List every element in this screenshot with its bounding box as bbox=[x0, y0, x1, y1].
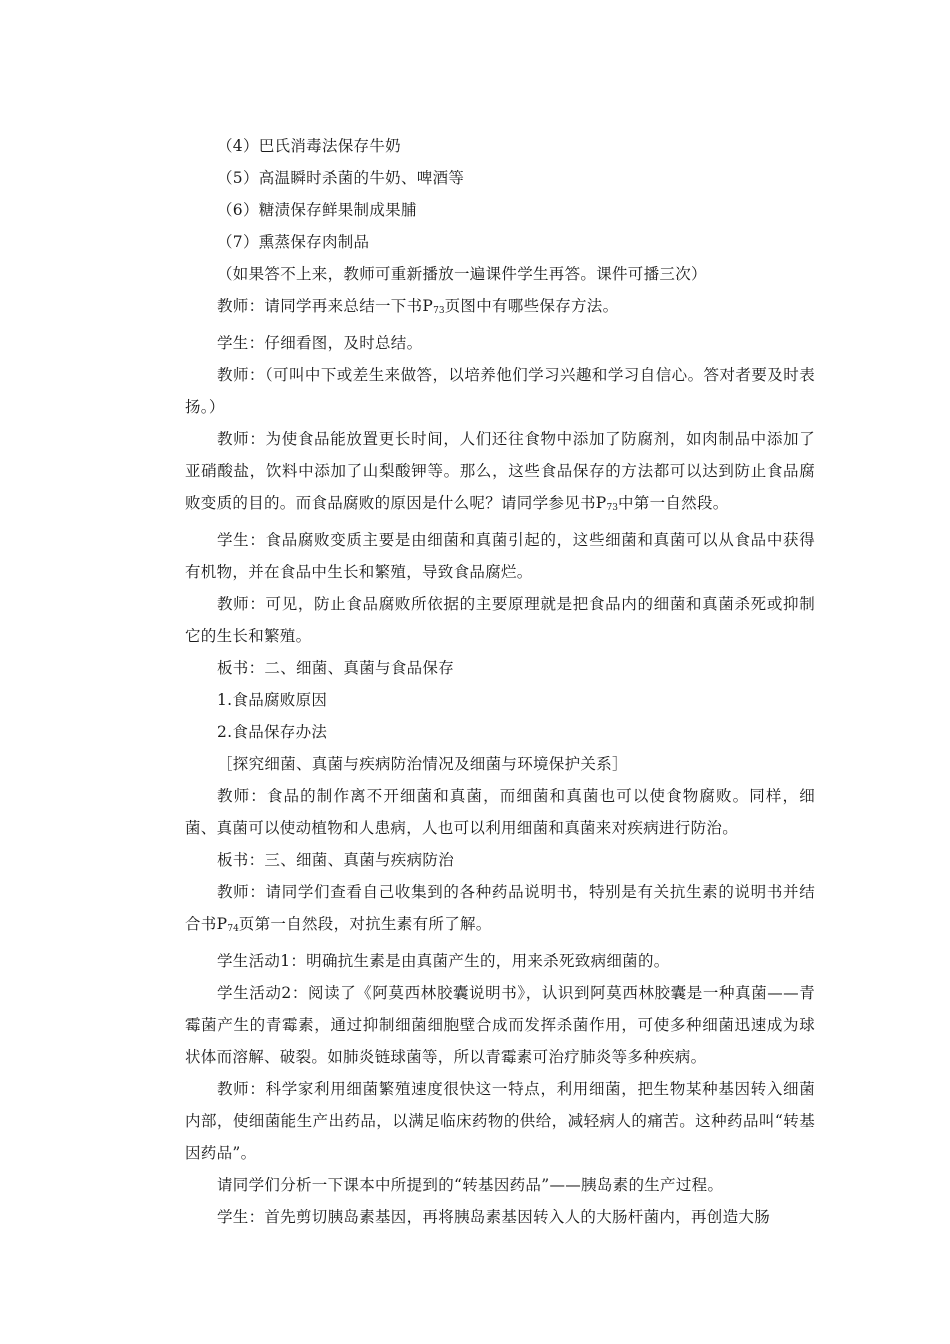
blackboard-heading: 板书：二、细菌、真菌与食品保存 bbox=[217, 659, 455, 677]
teacher-line: 教师：科学家利用细菌繁殖速度很快这一特点，利用细菌，把生物某种基因转入细菌内部，使细菌能生产出药品，以满足临床药物的供给，减轻病人的痛苦。这种药品叫“转基因药品”。 bbox=[185, 1080, 815, 1162]
list-item-candied-fruit: （6）糖渍保存鲜果制成果脯 bbox=[217, 201, 417, 219]
teacher-line: 教师：可见，防止食品腐败所依据的主要原理就是把食品内的细菌和真菌杀死或抑制它的生长和繁殖。 bbox=[185, 595, 815, 645]
list-item-smoking: （7）熏蒸保存肉制品 bbox=[217, 233, 370, 251]
student-line: 学生：仔细看图，及时总结。 bbox=[217, 334, 423, 352]
teacher-line: 教师：食品的制作离不开细菌和真菌，而细菌和真菌也可以使食物腐败。同样，细菌、真菌可以使动植物和人患病，人也可以利用细菌和真菌来对疾病进行防治。 bbox=[185, 787, 815, 837]
teaching-note: （如果答不上来，教师可重新播放一遍课件学生再答。课件可播三次） bbox=[217, 265, 707, 283]
student-line: 学生：食品腐败变质主要是由细菌和真菌引起的，这些细菌和真菌可以从食品中获得有机物，并在食品中生长和繁殖，导致食品腐烂。 bbox=[185, 531, 815, 581]
blackboard-item: 2.食品保存办法 bbox=[217, 723, 328, 741]
blackboard-heading: 板书：三、细菌、真菌与疾病防治 bbox=[217, 851, 455, 869]
blackboard-item: 1.食品腐败原因 bbox=[217, 691, 328, 709]
list-item-uht: （5）高温瞬时杀菌的牛奶、啤酒等 bbox=[217, 169, 465, 187]
teacher-line: 教师：请同学再来总结一下书$P_{73}$页图中有哪些保存方法。 bbox=[217, 297, 619, 316]
document-body bbox=[185, 130, 815, 1233]
student-line: 学生：首先剪切胰岛素基因，再将胰岛素基因转入人的大肠杆菌内，再创造大肠 bbox=[217, 1208, 771, 1226]
teacher-line: 教师：（可叫中下或差生来做答，以培养他们学习兴趣和学习自信心。答对者要及时表扬。） bbox=[185, 366, 815, 416]
teacher-line: 教师：请同学们查看自己收集到的各种药品说明书，特别是有关抗生素的说明书并结合书$P_{74}$页第一自然段，对抗生素有所了解。 bbox=[185, 883, 815, 934]
teacher-prompt: 请同学们分析一下课本中所提到的“转基因药品”——胰岛素的生产过程。 bbox=[217, 1176, 724, 1194]
section-heading: ［探究细菌、真菌与疾病防治情况及细菌与环境保护关系］ bbox=[217, 755, 628, 773]
student-activity: 学生活动2：阅读了《阿莫西林胶囊说明书》，认识到阿莫西林胶囊是一种真菌——青霉菌产生的青霉素，通过抑制细菌细胞壁合成而发挥杀菌作用，可使多种细菌迅速成为球状体而溶解、破裂。如肺炎链球菌等，所以青霉素可治疗肺炎等多种疾病。 bbox=[185, 984, 815, 1066]
student-activity: 学生活动1：明确抗生素是由真菌产生的，用来杀死致病细菌的。 bbox=[217, 952, 670, 970]
teacher-line: 教师：为使食品能放置更长时间，人们还往食物中添加了防腐剂，如肉制品中添加了亚硝酸盐，饮料中添加了山梨酸钾等。那么，这些食品保存的方法都可以达到防止食品腐败变质的目的。而食品腐败的原因是什么呢？请同学参见书$P_{73}$中第一自然段。 bbox=[185, 430, 815, 513]
list-item-pasteurization: （4）巴氏消毒法保存牛奶 bbox=[217, 137, 401, 155]
